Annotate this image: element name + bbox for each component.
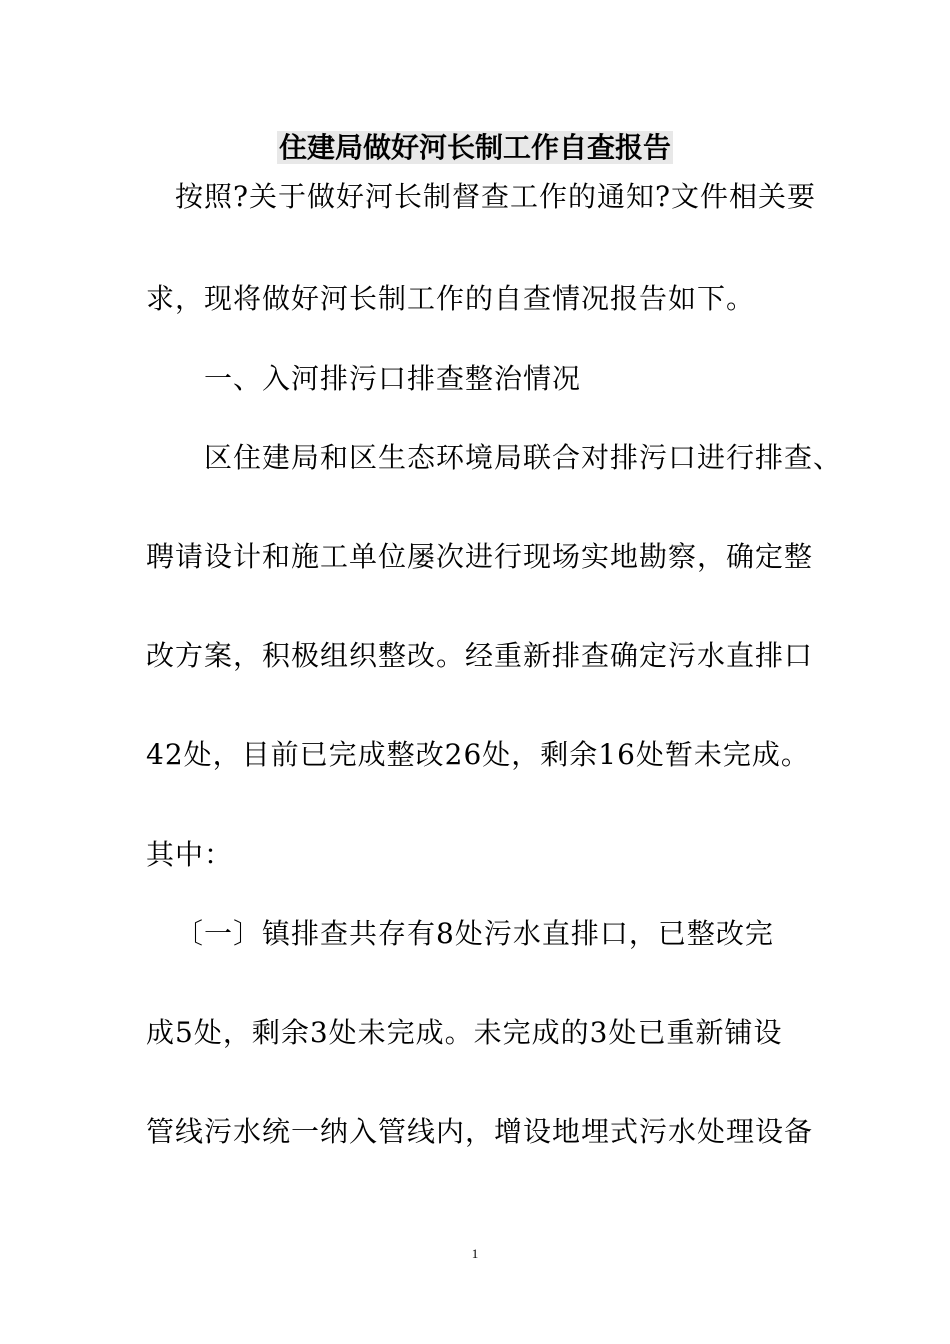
paragraph-line: 区住建局和区生态环境局联合对排污口进行排查、 bbox=[204, 441, 843, 474]
section-heading: 一、入河排污口排查整治情况 bbox=[204, 362, 582, 395]
paragraph-line: 其中： bbox=[146, 838, 234, 871]
paragraph-line: 聘请设计和施工单位屡次进行现场实地勘察，确定整 bbox=[146, 540, 814, 573]
paragraph-line: 按照?关于做好河长制督查工作的通知?文件相关要 bbox=[175, 180, 817, 213]
page-number: 1 bbox=[471, 1246, 479, 1261]
paragraph-line: 〔一〕镇排查共存有8处污水直排口，已整改完 bbox=[175, 917, 774, 950]
paragraph-line: 管线污水统一纳入管线内，增设地埋式污水处理设备 bbox=[146, 1115, 814, 1148]
paragraph-line: 成5处，剩余3处未完成。未完成的3处已重新铺设 bbox=[146, 1016, 783, 1049]
document-title bbox=[0, 128, 950, 168]
paragraph-line: 42处，目前已完成整改26处，剩余16处暂未完成。 bbox=[146, 738, 810, 771]
paragraph-line: 改方案，积极组织整改。经重新排查确定污水直排口 bbox=[146, 639, 814, 672]
paragraph-line: 求，现将做好河长制工作的自查情况报告如下。 bbox=[146, 282, 756, 315]
document-title-text: 住建局做好河长制工作自查报告 bbox=[278, 131, 671, 164]
